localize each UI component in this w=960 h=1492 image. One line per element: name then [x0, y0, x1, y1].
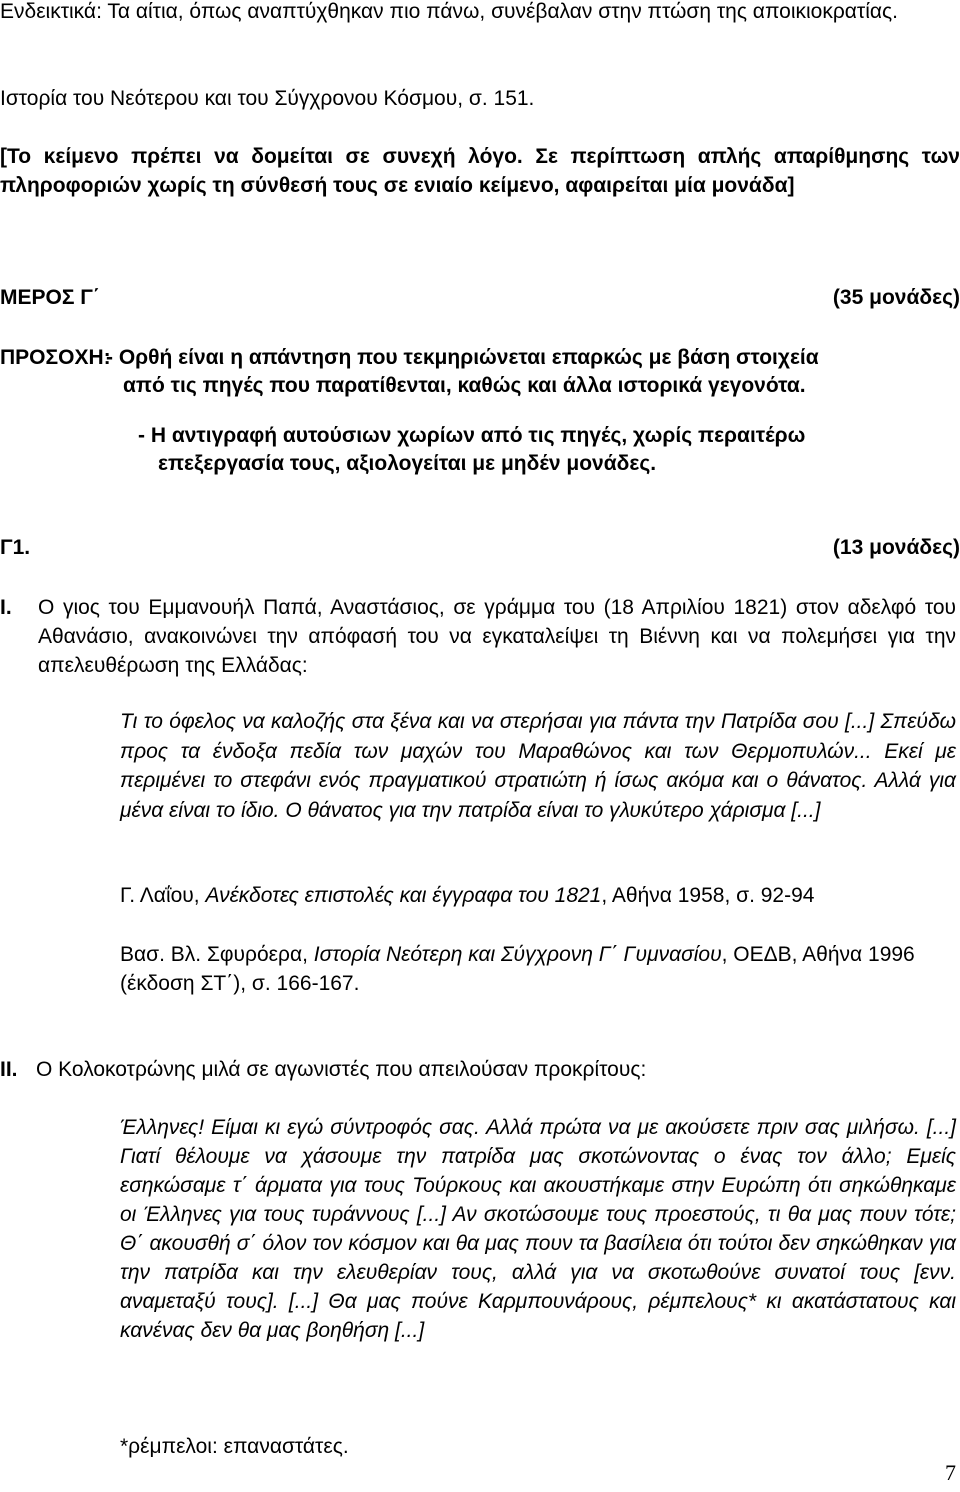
source-2-quote: Έλληνες! Είμαι κι εγώ σύντροφός σας. Αλλά πρώτα να με ακούσετε πριν σας μιλήσω. [...] Γιατί θέλουμε να χάσουμε την πατρίδα μας σκοτώνοντας ο ένας τον άλλο; Εμείς εσηκώσαμε τ΄ άρματα για τους Τούρκους και ακουστήκαμε στην Ευρώπη ότι σηκώθηκαμε οι Έλληνες για τους τυράννους [...] Αν σκοτώσουμε τους προεστούς, τι θα μας πουν τότε; Θ΄ ακουσθή σ΄ όλον τον κόσμον και θα μας πουν τα βασίλεια ότι τούτοι δεν σηκώθηκαν για την πατρίδα και την ελευθερίαν τους, αλλά για να σκοτωθούνε συνατοί τους [ενν. αναμεταξύ τους]. [...] Θα μας πούνε Καρμπουνάρους, ρέμπελους* κι ακατάστατους και κανένας δεν θα μας βοηθήση [...]	[120, 1116, 956, 1342]
notice-item-2-cont: επεξεργασία τους, αξιολογείται με μηδέν μονάδες.	[158, 452, 657, 475]
ref-2-title: Ιστορία Νεότερη και Σύγχρονη Γ΄ Γυμνασίου	[313, 943, 722, 966]
question-label: Γ1.	[0, 536, 31, 559]
ref-1-title: Ανέκδοτες επιστολές και έγγραφα του 1821	[205, 884, 602, 907]
ref-2-author: Βασ. Βλ. Σφυρόερα,	[120, 943, 314, 966]
part-header	[0, 286, 960, 310]
part-title: ΜΕΡΟΣ Γ΄	[0, 286, 100, 309]
notice-item-1-cont: από τις πηγές που παρατίθενται, καθώς και άλλα ιστορικά γεγονότα.	[123, 374, 806, 397]
question-header	[0, 536, 960, 560]
ref-1-rest: , Αθήνα 1958, σ. 92-94	[601, 884, 815, 907]
source-1-intro	[38, 593, 956, 680]
notice-item-1: - Ορθή είναι η απάντηση που τεκμηριώνεται επαρκώς με βάση στοιχεία	[106, 346, 819, 369]
indicative-text: Ενδεικτικά: Τα αίτια, όπως αναπτύχθηκαν πιο πάνω, συνέβαλαν στην πτώση της αποικιοκρατίας.	[0, 0, 898, 23]
source-2-intro: Ο Κολοκοτρώνης μιλά σε αγωνιστές που απειλούσαν προκρίτους:	[36, 1058, 647, 1081]
source-1-label: Ι.	[0, 596, 12, 619]
ref-1-author: Γ. Λαΐου,	[120, 884, 206, 907]
source-1-ref-1	[120, 881, 956, 910]
part-points: (35 μονάδες)	[832, 286, 960, 309]
question-points: (13 μονάδες)	[832, 536, 960, 559]
footnote: *ρέμπελοι: επαναστάτες.	[120, 1435, 349, 1458]
notice-item-2: - Η αντιγραφή αυτούσιων χωρίων από τις πηγές, χωρίς περαιτέρω	[138, 424, 806, 447]
source-1-quote: Τι το όφελος να καλοζής στα ξένα και να στερήσαι για πάντα την Πατρίδα σου [...] Σπεύδω προς τα ένδοξα πεδία των μαχών του Μαραθώνος και των Θερμοπυλών... Εκεί με περιμένει το στεφάνι ενός πραγματικού στρατιώτη ή ίσως ακόμα και ο θάνατος. Αλλά για μένα είναι το ίδιο. Ο θάνατος για την πατρίδα είναι το γλυκύτερο χάρισμα [...]	[120, 710, 956, 822]
grading-instruction: [Το κείμενο πρέπει να δομείται σε συνεχή λόγο. Σε περίπτωση απλής απαρίθμησης των πληροφοριών χωρίς τη σύνθεσή τους σε ενιαίο κείμενο, αφαιρείται μία μονάδα]	[0, 145, 960, 197]
source-2-label: ΙΙ.	[0, 1058, 18, 1081]
source-1-intro-text: Ο γιος του Εμμανουήλ Παπά, Αναστάσιος, σε γράμμα του (18 Απριλίου 1821) στον αδελφό του Αθανάσιο, ανακοινώνει την απόφασή του να εγκαταλείψει τη Βιέννη και να πολεμήσει για την απελευθέρωση της Ελλάδας:	[38, 596, 956, 677]
source-1-ref-2	[120, 940, 956, 998]
ref-2-rest: , ΟΕΔΒ, Αθήνα 1996 (έκδοση ΣΤ΄), σ. 166-167.	[120, 943, 915, 995]
source-reference: Ιστορία του Νεότερου και του Σύγχρονου Κόσμου, σ. 151.	[0, 87, 535, 110]
page-number: 7	[945, 1460, 956, 1485]
notice-label: ΠΡΟΣΟΧΗ:	[0, 346, 111, 369]
